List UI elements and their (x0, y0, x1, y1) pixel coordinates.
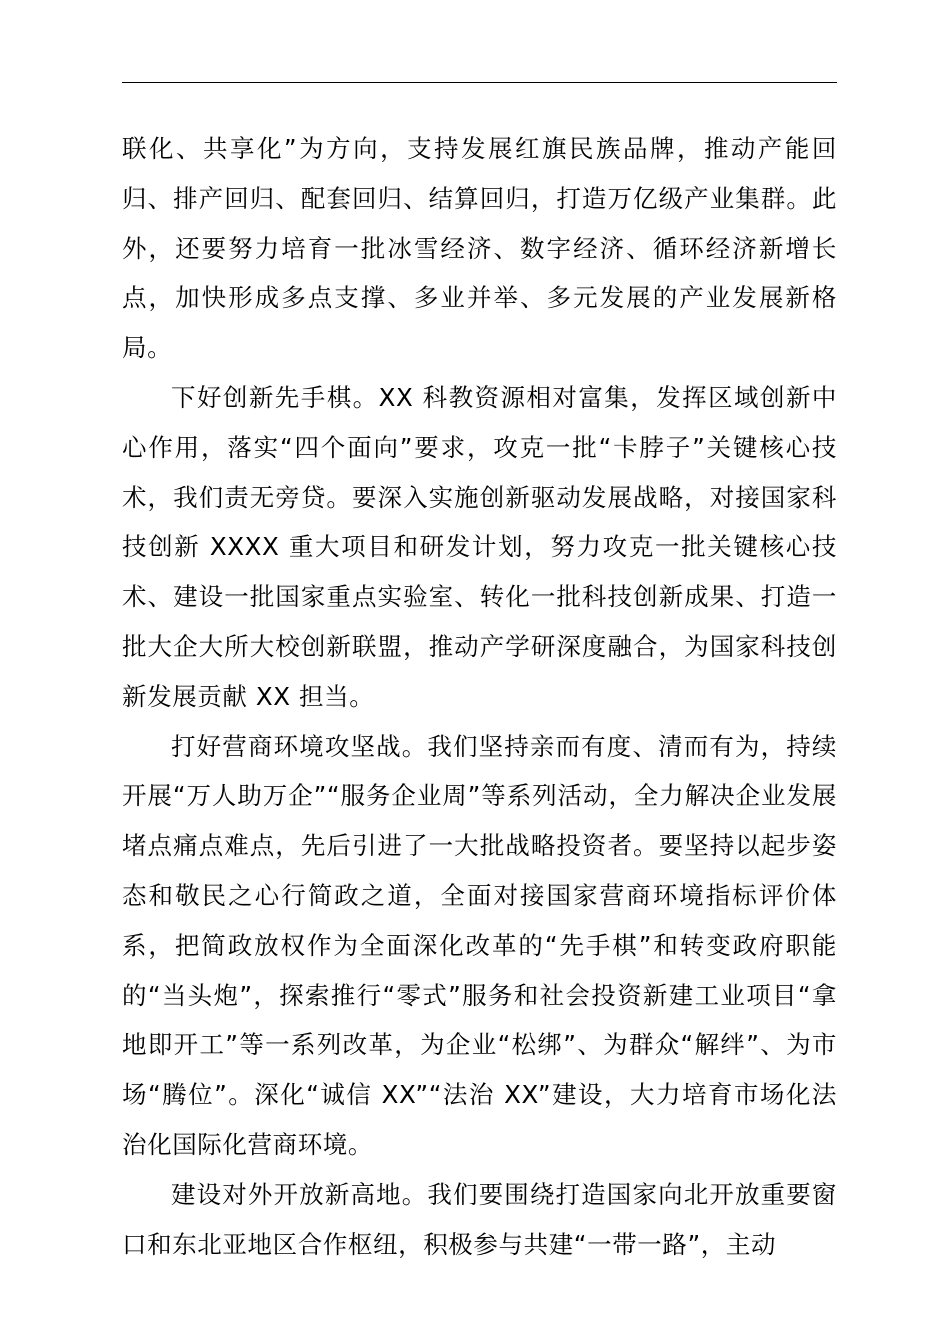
paragraph-opening-up: 建设对外开放新高地。我们要围绕打造国家向北开放重要窗口和东北亚地区合作枢纽，积极参与共建“一带一路”，主动 (122, 1179, 837, 1259)
paragraph-business-environment: 打好营商环境攻坚战。我们坚持亲而有度、清而有为，持续开展“万人助万企”“服务企业周”等系列活动，全力解决企业发展堵点痛点难点，先后引进了一大批战略投资者。要坚持以起步姿态和敬民之心行简政之道，全面对接国家营商环境指标评价体系，把简政放权作为全面深化改革的“先手棋”和转变政府职能的“当头炮”，探索推行“零式”服务和社会投资新建工业项目“拿地即开工”等一系列改革，为企业“松绑”、为群众“解绊”、为市场“腾位”。深化“诚信 XX”“法治 XX”建设，大力培育市场化法治化国际化营商环境。 (122, 731, 837, 1159)
paragraph-innovation: 下好创新先手棋。XX 科教资源相对富集，发挥区域创新中心作用，落实“四个面向”要求，攻克一批“卡脖子”关键核心技术，我们责无旁贷。要深入实施创新驱动发展战略，对接国家科技创新 XXXX 重大项目和研发计划，努力攻克一批关键核心技术、建设一批国家重点实验室、转化一批科技创新成果、打造一批大企大所大校创新联盟，推动产学研深度融合，为国家科技创新发展贡献 XX 担当。 (122, 382, 837, 711)
document-body (122, 124, 837, 1269)
paragraph-industry-cluster: 联化、共享化”为方向，支持发展红旗民族品牌，推动产能回归、排产回归、配套回归、结算回归，打造万亿级产业集群。此外，还要努力培育一批冰雪经济、数字经济、循环经济新增长点，加快形成多点支撑、多业并举、多元发展的产业发展新格局。 (122, 134, 837, 363)
header-rule (122, 82, 837, 83)
